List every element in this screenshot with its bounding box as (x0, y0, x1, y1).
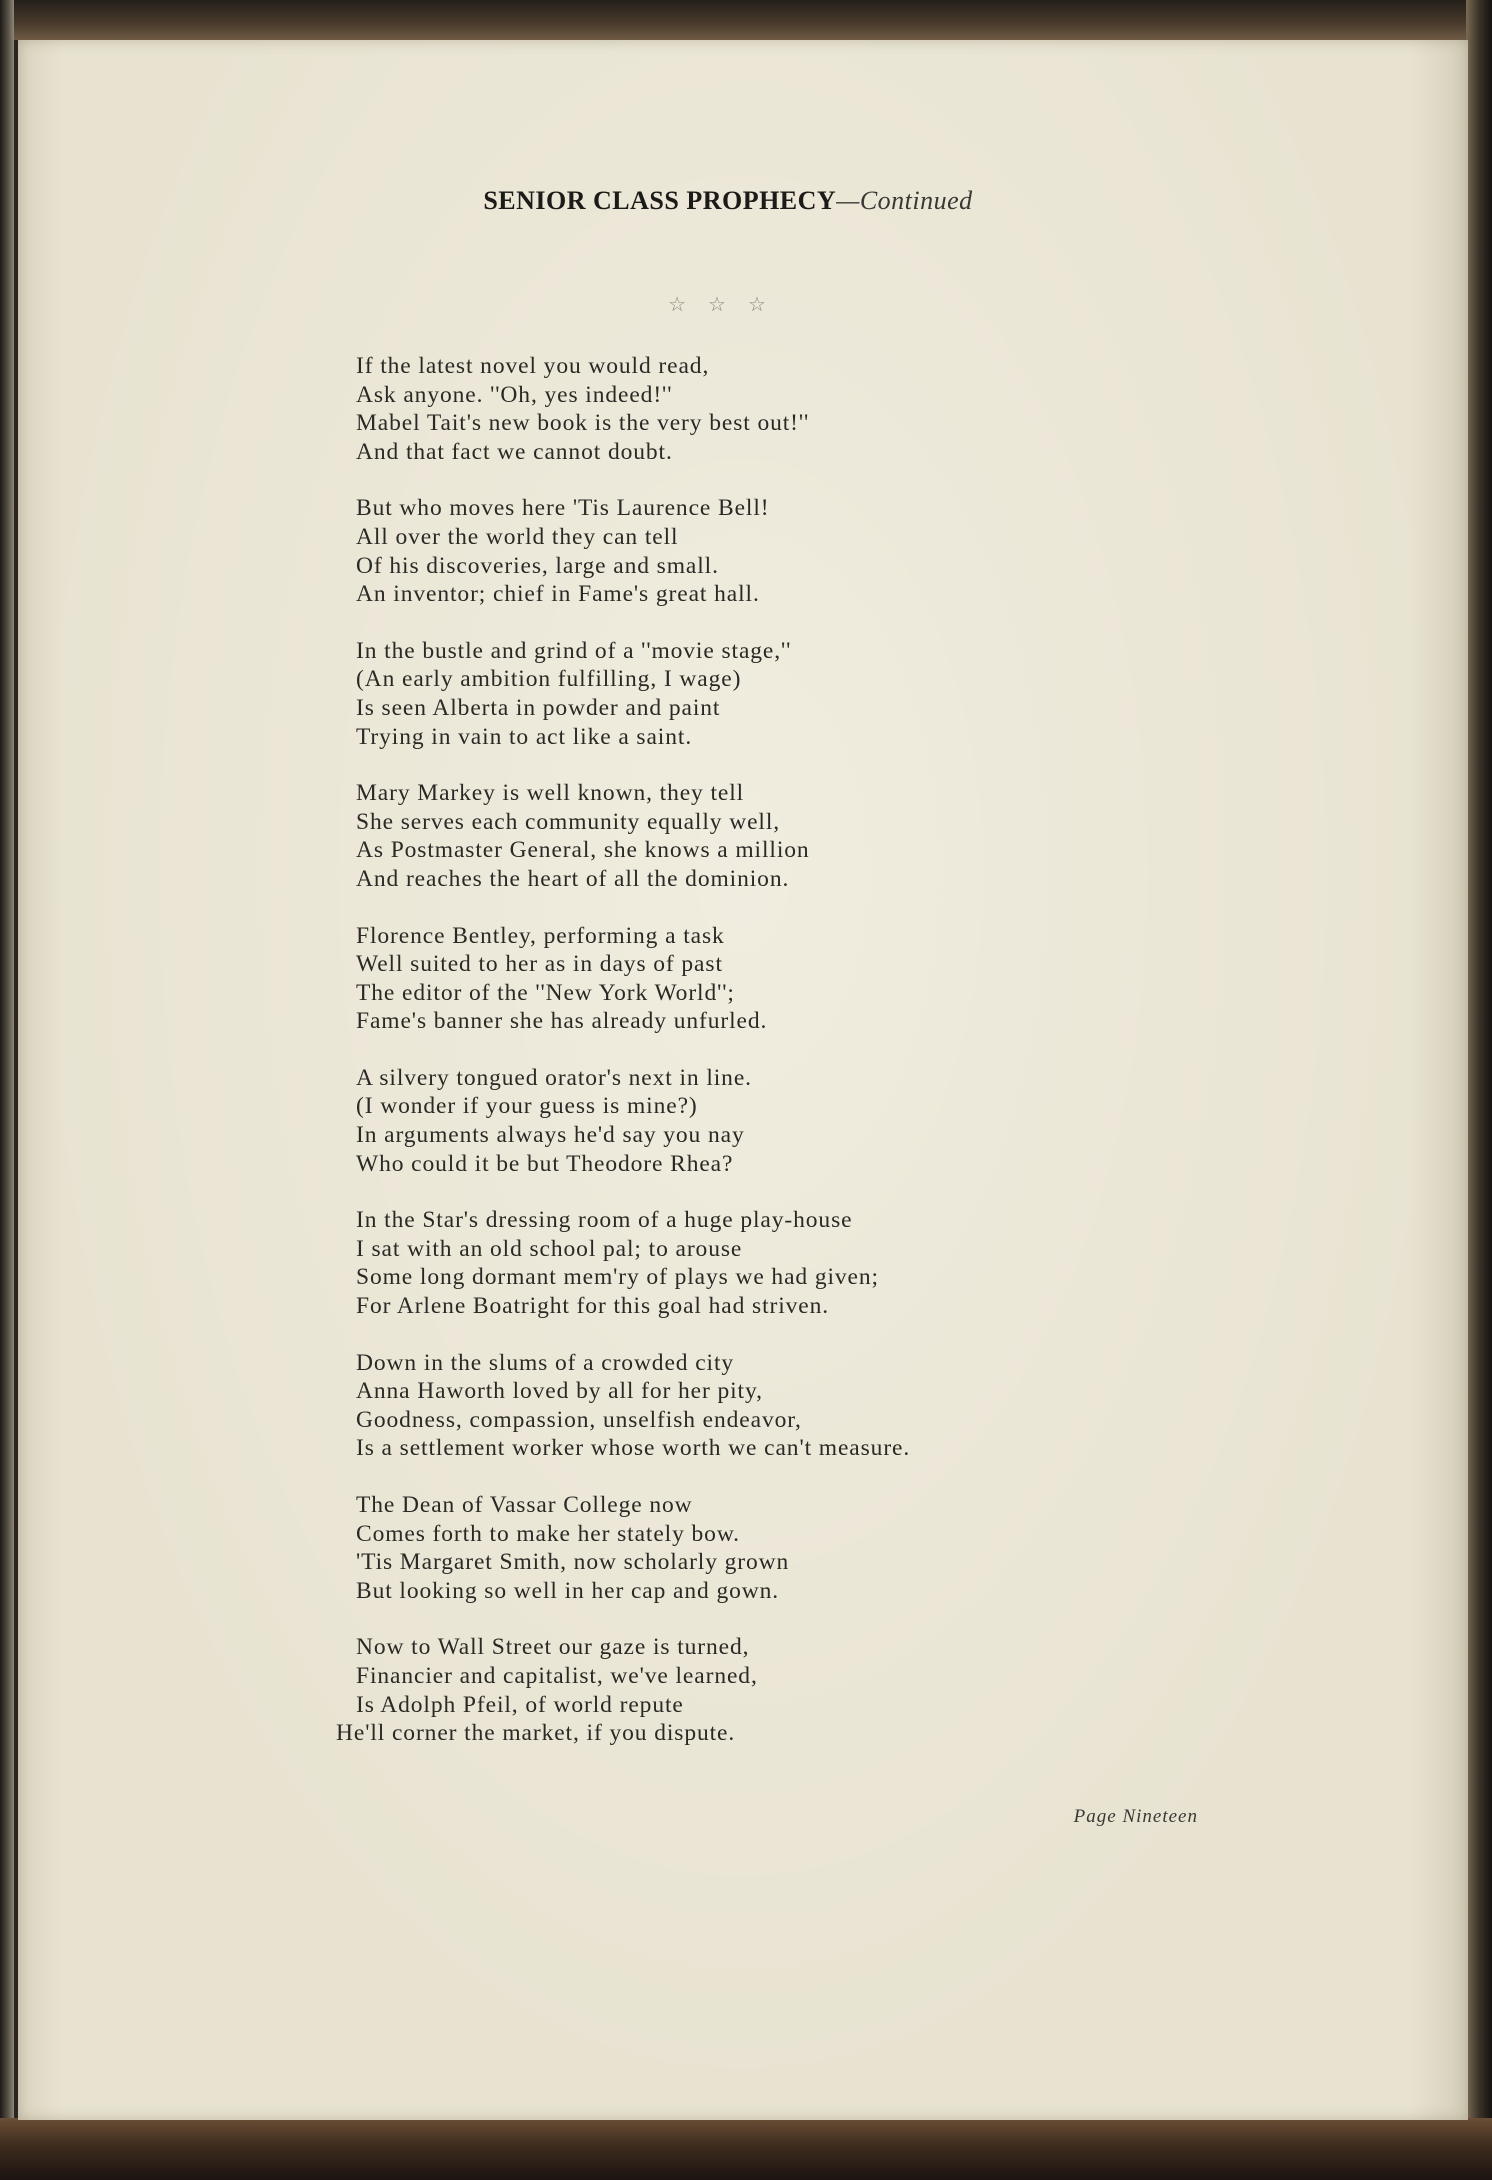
poem-line: An inventor; chief in Fame's great hall. (356, 581, 760, 608)
poem-line: Goodness, compassion, unselfish endeavor, (356, 1406, 802, 1433)
stanza (356, 1491, 1256, 1605)
poem-line: Comes forth to make her stately bow. (356, 1520, 740, 1547)
poem-line: In the bustle and grind of a ''movie stage,'' (356, 637, 792, 664)
poem-line: As Postmaster General, she knows a million (356, 837, 810, 864)
poem-line: Who could it be but Theodore Rhea? (356, 1150, 734, 1177)
poem-line: All over the world they can tell (356, 523, 679, 550)
poem-line: But looking so well in her cap and gown. (356, 1577, 780, 1604)
poem-line: And that fact we cannot doubt. (356, 438, 673, 465)
page-number: Page Nineteen (1073, 1806, 1198, 1827)
poem-line: Financier and capitalist, we've learned, (356, 1662, 758, 1689)
poem-line: (An early ambition fulfilling, I wage) (356, 666, 742, 693)
poem-line: She serves each community equally well, (356, 808, 781, 835)
poem-line: Some long dormant mem'ry of plays we had given; (356, 1264, 879, 1291)
poem (336, 352, 1256, 1776)
poem-line: For Arlene Boatright for this goal had striven. (356, 1293, 830, 1320)
poem-line: A silvery tongued orator's next in line. (356, 1064, 752, 1091)
poem-line: Mary Markey is well known, they tell (356, 780, 745, 807)
scan-border-left (0, 0, 14, 2180)
poem-line: Is seen Alberta in powder and paint (356, 694, 721, 721)
poem-line: Florence Bentley, performing a task (356, 922, 725, 949)
poem-line: Is a settlement worker whose worth we can't measure. (356, 1435, 911, 1462)
poem-line: 'Tis Margaret Smith, now scholarly grown (356, 1549, 790, 1576)
stanza (356, 1064, 1256, 1178)
stanza (356, 1206, 1256, 1320)
poem-line: Down in the slums of a crowded city (356, 1349, 735, 1376)
poem-line: But who moves here 'Tis Laurence Bell! (356, 495, 770, 522)
title-continued: —Continued (836, 186, 973, 215)
document-page (18, 40, 1468, 2120)
title-text: SENIOR CLASS PROPHECY (483, 186, 837, 215)
star-ornament: ☆☆☆ (668, 292, 788, 316)
poem-line: The editor of the ''New York World''; (356, 979, 735, 1006)
poem-line: I sat with an old school pal; to arouse (356, 1235, 743, 1262)
poem-line: (I wonder if your guess is mine?) (356, 1093, 698, 1120)
poem-line: Mabel Tait's new book is the very best out!'' (356, 410, 810, 437)
stanza (336, 1633, 1256, 1747)
poem-line: Of his discoveries, large and small. (356, 552, 719, 579)
poem-line: Anna Haworth loved by all for her pity, (356, 1378, 763, 1405)
page-title (18, 186, 1438, 216)
poem-line: In the Star's dressing room of a huge play-house (356, 1207, 853, 1234)
poem-line: In arguments always he'd say you nay (356, 1122, 745, 1149)
stanza (356, 637, 1256, 751)
poem-line: Now to Wall Street our gaze is turned, (356, 1634, 750, 1661)
poem-line: Fame's banner she has already unfurled. (356, 1008, 768, 1035)
poem-line: He'll corner the market, if you dispute. (336, 1720, 736, 1747)
poem-line: Ask anyone. ''Oh, yes indeed!'' (356, 381, 673, 408)
scan-border-top (0, 0, 1492, 40)
stanza (356, 779, 1256, 893)
poem-line: Is Adolph Pfeil, of world repute (356, 1691, 684, 1718)
poem-line: Well suited to her as in days of past (356, 951, 723, 978)
scan-border-bottom (0, 2118, 1492, 2180)
poem-line: If the latest novel you would read, (356, 353, 710, 379)
poem-line: Trying in vain to act like a saint. (356, 723, 693, 750)
stanza (356, 352, 1256, 466)
poem-line: And reaches the heart of all the dominion. (356, 865, 790, 892)
scan-border-right (1466, 0, 1492, 2180)
stanza (356, 1349, 1256, 1463)
poem-line: The Dean of Vassar College now (356, 1492, 693, 1518)
stanza (356, 494, 1256, 608)
stanza (356, 922, 1256, 1036)
